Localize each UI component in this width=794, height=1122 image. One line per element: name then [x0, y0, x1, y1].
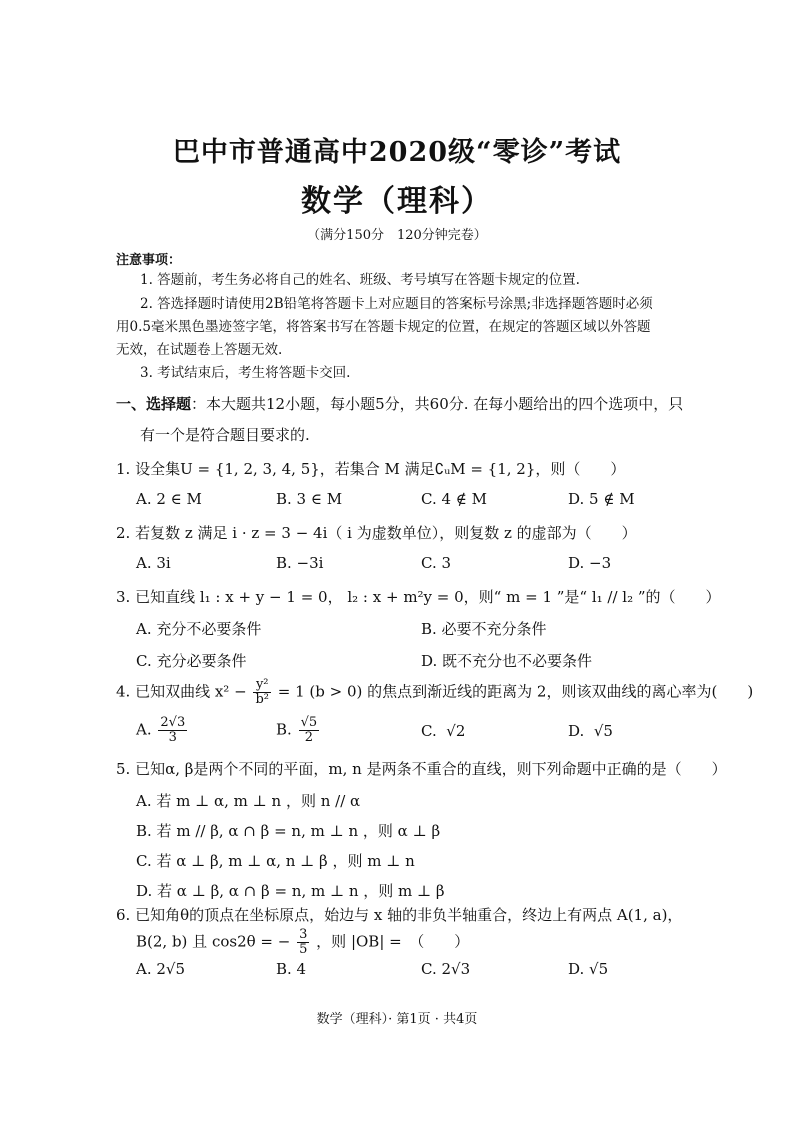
question-2-option-a: A. 3i	[136, 554, 171, 572]
question-2-option-b: B. −3i	[276, 554, 324, 572]
question-1-option-d: D. 5 ∉ M	[568, 490, 635, 508]
notice-item-2-line-2: 用0.5毫米黑色墨迹签字笔，将答案书写在答题卡规定的位置，在规定的答题区域以外答题	[116, 319, 651, 335]
fraction-numerator: √5	[300, 715, 318, 730]
fraction-denominator: 2	[304, 730, 313, 745]
question-6-fraction	[297, 928, 309, 957]
question-4-stem	[116, 678, 753, 707]
question-5-option-a: A. 若 m ⊥ α, m ⊥ n ，则 n // α	[136, 792, 361, 810]
question-6-option-c: C. 2√3	[421, 960, 471, 978]
section-label: 一、选择题	[116, 395, 192, 413]
section-desc-1: ：本大题共12小题，每小题5分，共60分. 在每小题给出的四个选项中，只	[191, 395, 684, 413]
question-6-stem-pre: B(2, b) 且 cos2θ = −	[136, 932, 291, 951]
question-3-stem: 3. 已知直线 l₁ : x + y − 1 = 0， l₂ : x + m²y = 0，则“ m = 1 ”是“ l₁ // l₂ ”的（ ）	[116, 588, 721, 606]
question-2-stem: 2. 若复数 z 满足 i · z = 3 − 4i（ i 为虚数单位），则复数 z 的虚部为（ ）	[116, 524, 637, 542]
fraction-denominator: b²	[255, 692, 269, 707]
question-2-option-d: D. −3	[568, 554, 612, 572]
question-5-stem: 5. 已知α, β是两个不同的平面，m, n 是两条不重合的直线，则下列命题中正确的是（ ）	[116, 760, 727, 778]
question-4-fraction	[253, 678, 271, 707]
question-6-stem-post: ，则 |OB| = （ ）	[316, 932, 470, 951]
option-b-fraction	[299, 716, 320, 745]
exam-title: 巴中市普通高中2020级“零诊”考试	[172, 137, 622, 168]
question-3-option-b: B. 必要不充分条件	[421, 620, 547, 638]
question-4-stem-post: = 1 (b > 0) 的焦点到渐近线的距离为 2，则该双曲线的离心率为( )	[277, 682, 754, 701]
question-1-stem: 1. 设全集U = {1, 2, 3, 4, 5}，若集合 M 满足∁ᵤM = {1, 2}，则（ ）	[116, 460, 626, 478]
option-label: B.	[276, 720, 292, 739]
section-desc-2: 有一个是符合题目要求的.	[140, 426, 310, 444]
question-4-option-c	[421, 722, 465, 740]
notice-item-1: 1. 答题前，考生务必将自己的姓名、班级、考号填写在答题卡规定的位置.	[140, 272, 580, 288]
question-1-option-c: C. 4 ∉ M	[421, 490, 488, 508]
question-6-option-d: D. √5	[568, 960, 609, 978]
notice-item-2-line-1: 2. 答选择题时请使用2B铅笔将答题卡上对应题目的答案标号涂黑;非选择题答题时必须	[140, 296, 653, 312]
option-label: D.	[568, 722, 585, 740]
question-4-option-d	[568, 722, 613, 740]
question-3-option-c: C. 充分必要条件	[136, 652, 247, 670]
question-4-stem-pre: 4. 已知双曲线 x² −	[116, 682, 247, 701]
question-3-option-a: A. 充分不必要条件	[136, 620, 262, 638]
question-3-option-d: D. 既不充分也不必要条件	[421, 652, 593, 670]
question-6-stem-line-1: 6. 已知角θ的顶点在坐标原点，始边与 x 轴的非负半轴重合，终边上有两点 A(1, a)，	[116, 906, 683, 924]
question-4-option-a	[136, 716, 189, 745]
question-6-stem-line-2	[136, 928, 469, 957]
question-1-option-a: A. 2 ∈ M	[136, 490, 202, 508]
question-6-option-a: A. 2√5	[136, 960, 186, 978]
fraction-denominator: 5	[299, 942, 308, 957]
page-footer: 数学（理科）· 第1页 · 共4页	[316, 1012, 478, 1027]
notice-item-3: 3. 考试结束后，考生将答题卡交回.	[140, 365, 351, 381]
question-6-option-b: B. 4	[276, 960, 307, 978]
notice-item-2-line-3: 无效，在试题卷上答题无效.	[116, 342, 283, 358]
fraction-numerator: 2√3	[160, 715, 186, 730]
question-2-option-c: C. 3	[421, 554, 452, 572]
question-4-option-b	[276, 716, 321, 745]
option-a-fraction	[158, 716, 187, 745]
section-heading	[116, 393, 683, 414]
option-text: √2	[446, 722, 466, 740]
question-5-option-d: D. 若 α ⊥ β, α ∩ β = n, m ⊥ n ，则 m ⊥ β	[136, 882, 445, 900]
subject-title: 数学（理科）	[301, 184, 493, 219]
option-label: A.	[136, 720, 152, 739]
exam-meta: （满分150分 120分钟完卷）	[307, 228, 487, 243]
question-5-option-c: C. 若 α ⊥ β, m ⊥ α, n ⊥ β ，则 m ⊥ n	[136, 852, 415, 870]
fraction-denominator: 3	[168, 730, 177, 745]
option-text: √5	[593, 722, 613, 740]
fraction-numerator: 3	[299, 927, 308, 942]
option-label: C.	[421, 722, 437, 740]
question-1-option-b: B. 3 ∈ M	[276, 490, 343, 508]
question-5-option-b: B. 若 m // β, α ∩ β = n, m ⊥ n ，则 α ⊥ β	[136, 822, 441, 840]
notice-heading: 注意事项：	[116, 253, 182, 268]
fraction-numerator: y²	[253, 678, 271, 693]
